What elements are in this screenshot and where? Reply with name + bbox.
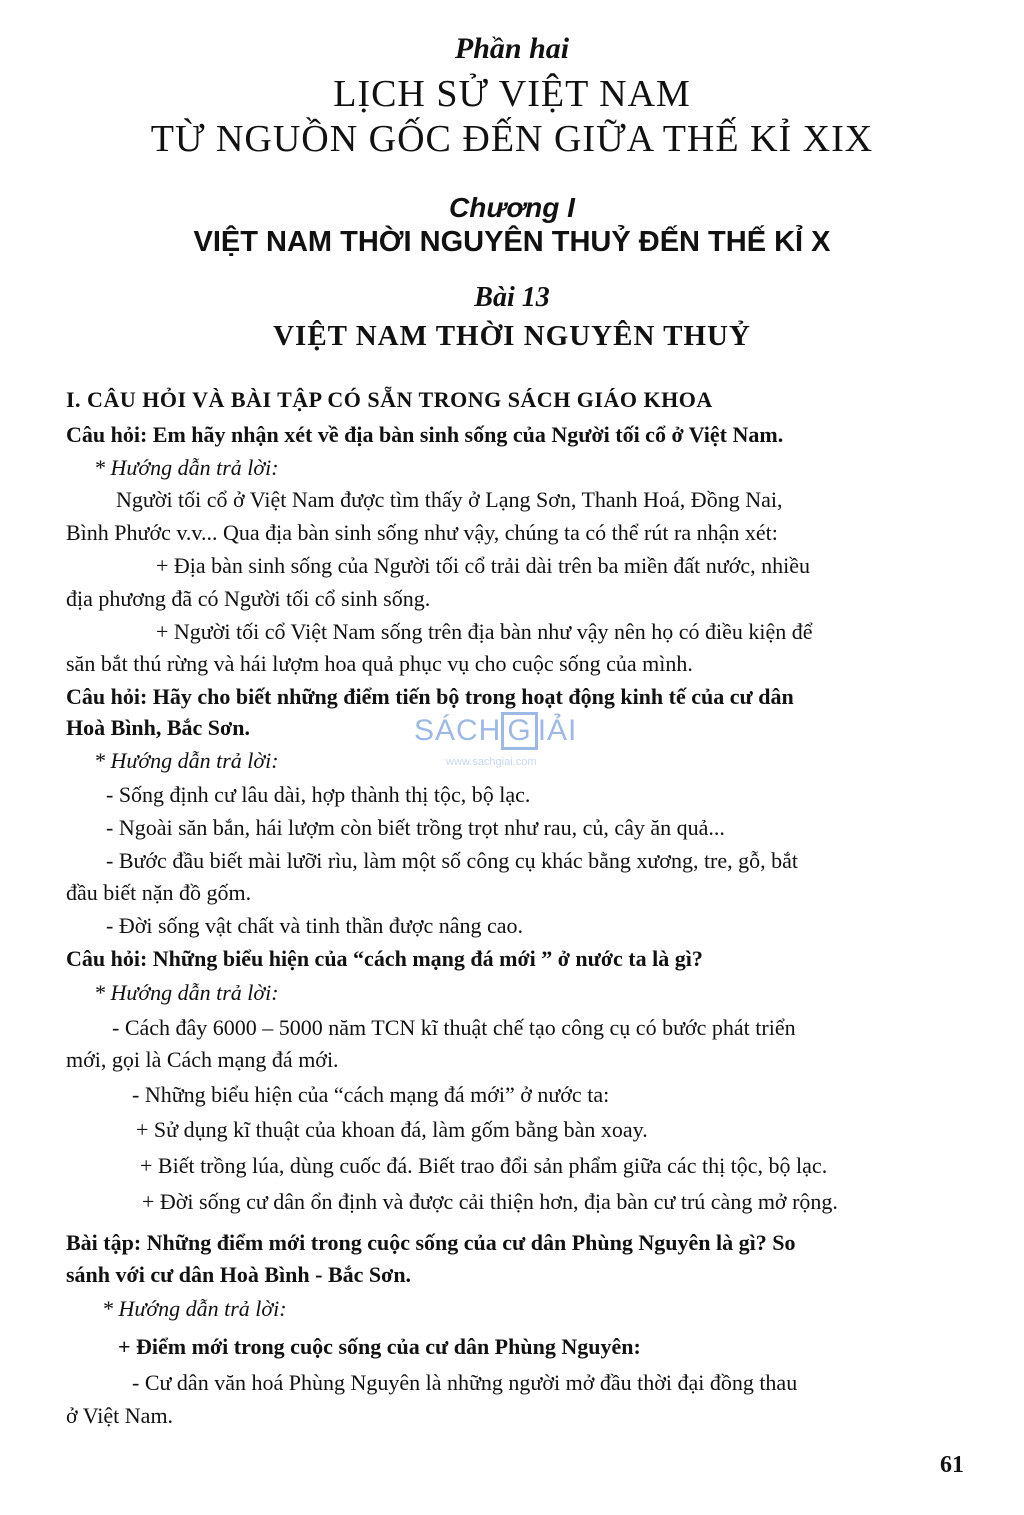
part-title-line-1: LỊCH SỬ VIỆT NAM bbox=[333, 73, 691, 115]
watermark-text-left: SÁCH bbox=[414, 714, 502, 747]
answer-1-line: + Địa bàn sinh sống của Người tối cổ trải dài trên ba miền đất nước, nhiều bbox=[156, 553, 810, 578]
exercise-question-cont: sánh với cư dân Hoà Bình - Bắc Sơn. bbox=[66, 1262, 412, 1287]
answer-2-line: đầu biết nặn đồ gốm. bbox=[66, 880, 252, 905]
exercise-answer-line: - Cư dân văn hoá Phùng Nguyên là những người mở đầu thời đại đồng thau bbox=[132, 1370, 798, 1395]
lesson-title: VIỆT NAM THỜI NGUYÊN THUỶ bbox=[273, 320, 751, 352]
answer-1-line: Người tối cổ ở Việt Nam được tìm thấy ở Lạng Sơn, Thanh Hoá, Đồng Nai, bbox=[116, 487, 783, 512]
answer-3-line: - Cách đây 6000 – 5000 năm TCN kĩ thuật chế tạo công cụ có bước phát triển bbox=[112, 1015, 796, 1040]
answer-3-line: - Những biểu hiện của “cách mạng đá mới” ở nước ta: bbox=[132, 1082, 610, 1107]
answer-3-line: + Đời sống cư dân ổn định và được cải thiện hơn, địa bàn cư trú càng mở rộng. bbox=[142, 1189, 838, 1214]
question-1: Câu hỏi: Em hãy nhận xét về địa bàn sinh sống của Người tối cổ ở Việt Nam. bbox=[66, 422, 784, 447]
answer-1-line: Bình Phước v.v... Qua địa bàn sinh sống như vậy, chúng ta có thể rút ra nhận xét: bbox=[66, 520, 778, 545]
exercise-question: Bài tập: Những điểm mới trong cuộc sống của cư dân Phùng Nguyên là gì? So bbox=[66, 1230, 796, 1255]
part-label: Phần hai bbox=[454, 32, 570, 65]
answer-2-line: - Sống định cư lâu dài, hợp thành thị tộc, bộ lạc. bbox=[106, 782, 531, 807]
answer-1-line: + Người tối cổ Việt Nam sống trên địa bàn như vậy nên họ có điều kiện để bbox=[156, 619, 813, 644]
answer-guide-2: * Hướng dẫn trả lời: bbox=[94, 748, 279, 773]
answer-3-line: + Biết trồng lúa, dùng cuốc đá. Biết trao đổi sản phẩm giữa các thị tộc, bộ lạc. bbox=[140, 1153, 828, 1178]
answer-1-line: địa phương đã có Người tối cổ sinh sống. bbox=[66, 586, 431, 611]
exercise-subheading: + Điểm mới trong cuộc sống của cư dân Phùng Nguyên: bbox=[118, 1334, 641, 1359]
answer-2-line: - Bước đầu biết mài lưỡi rìu, làm một số công cụ khác bằng xương, tre, gỗ, bắt bbox=[106, 848, 799, 873]
answer-3-line: mới, gọi là Cách mạng đá mới. bbox=[66, 1047, 339, 1072]
answer-2-line: - Ngoài săn bắn, hái lượm còn biết trồng trọt như rau, củ, cây ăn quả... bbox=[106, 815, 725, 840]
answer-3-line: + Sử dụng kĩ thuật của khoan đá, làm gốm bằng bàn xoay. bbox=[136, 1117, 648, 1142]
answer-1-line: săn bắt thú rừng và hái lượm hoa quả phục vụ cho cuộc sống của mình. bbox=[66, 651, 693, 676]
page-number: 61 bbox=[940, 1452, 964, 1478]
chapter-label: Chương I bbox=[449, 192, 575, 223]
watermark-logo bbox=[414, 712, 578, 768]
watermark-boxed-letter: G bbox=[501, 712, 537, 750]
answer-guide-4: * Hướng dẫn trả lời: bbox=[102, 1296, 287, 1321]
question-3: Câu hỏi: Những biểu hiện của “cách mạng đá mới ” ở nước ta là gì? bbox=[66, 946, 703, 971]
question-2: Câu hỏi: Hãy cho biết những điểm tiến bộ trong hoạt động kinh tế của cư dân bbox=[66, 684, 794, 709]
part-title-line-2: TỪ NGUỒN GỐC ĐẾN GIỮA THẾ KỈ XIX bbox=[150, 118, 874, 160]
answer-2-line: - Đời sống vật chất và tinh thần được nâng cao. bbox=[106, 913, 524, 938]
section-heading: I. CÂU HỎI VÀ BÀI TẬP CÓ SẴN TRONG SÁCH GIÁO KHOA bbox=[66, 387, 713, 412]
watermark-text-right: IẢI bbox=[537, 714, 578, 747]
exercise-answer-line: ở Việt Nam. bbox=[66, 1403, 174, 1428]
lesson-label: Bài 13 bbox=[474, 282, 550, 313]
chapter-title: VIỆT NAM THỜI NGUYÊN THUỶ ĐẾN THẾ KỈ X bbox=[193, 226, 831, 258]
question-2-cont: Hoà Bình, Bắc Sơn. bbox=[66, 715, 250, 740]
answer-guide-3: * Hướng dẫn trả lời: bbox=[94, 980, 279, 1005]
answer-guide-1: * Hướng dẫn trả lời: bbox=[94, 455, 279, 480]
watermark-url: www.sachgiai.com bbox=[446, 756, 537, 768]
